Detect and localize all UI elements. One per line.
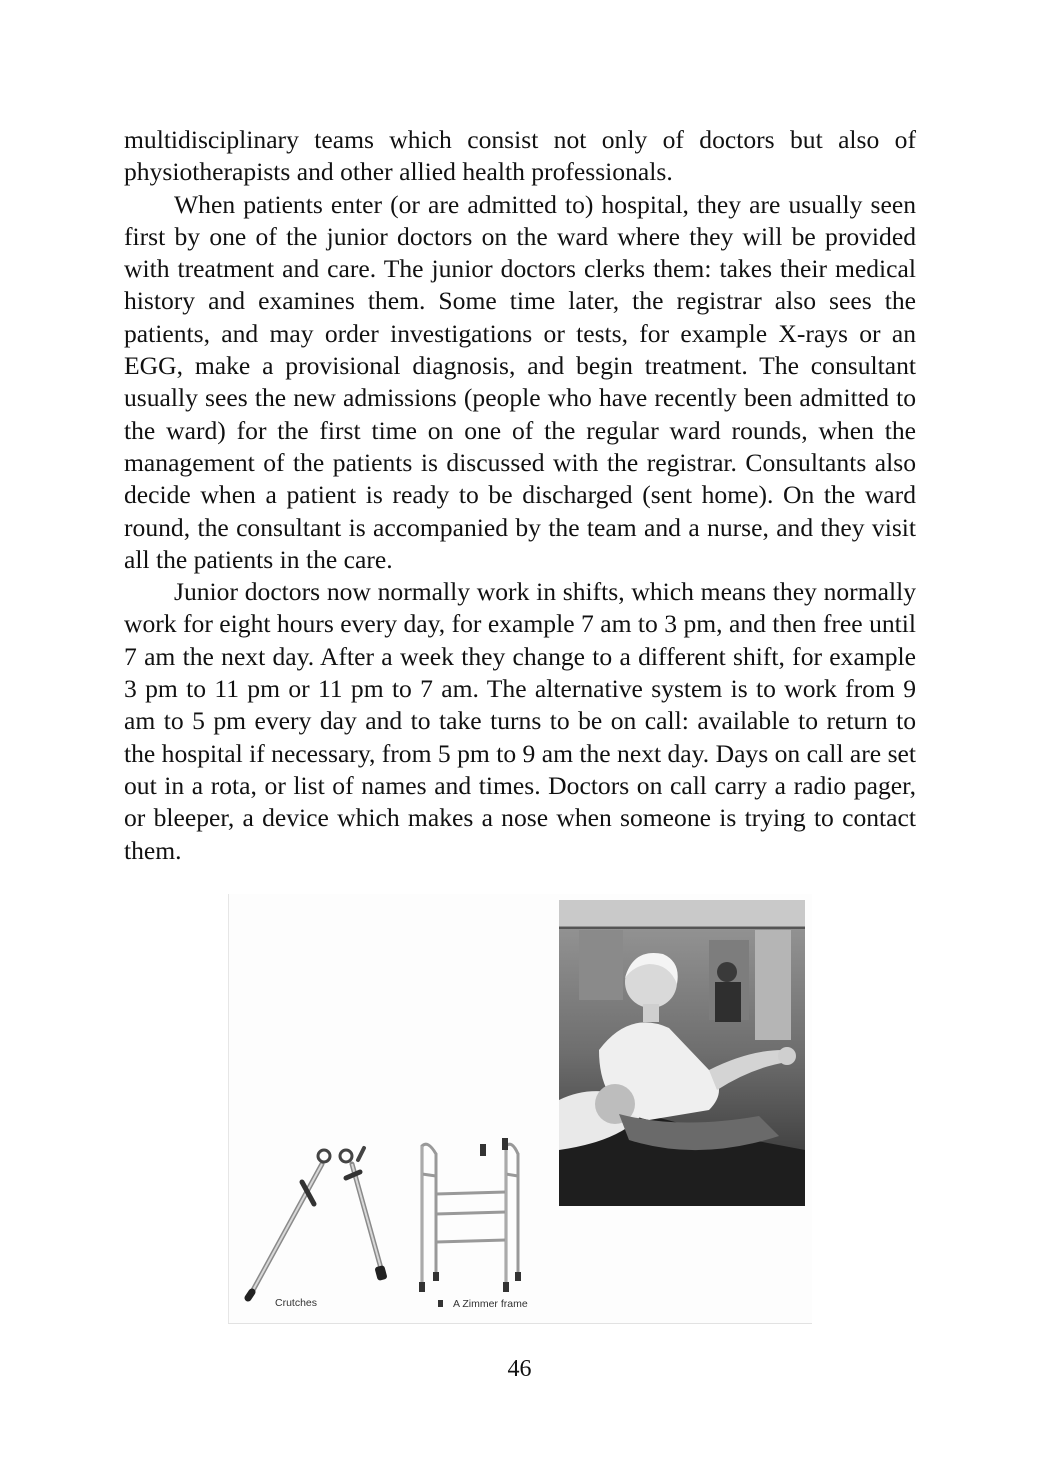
zimmer-frame-illustration	[414, 1134, 534, 1314]
illustration-figure	[228, 894, 812, 1324]
crutches-caption: Crutches	[275, 1297, 318, 1309]
crutches-illustration	[242, 1142, 392, 1314]
page-number: 46	[507, 1356, 532, 1382]
body-text	[124, 124, 916, 867]
bullet-marker	[438, 1300, 443, 1307]
zimmer-frame-caption: A Zimmer frame	[453, 1298, 528, 1310]
paragraph-3: Junior doctors now normally work in shifts, which means they normally work for eight hours every day, for example 7 am to 3 pm, and then free until 7 am the next day. After a week they change to a different shift, for example 3 pm to 11 pm or 11 pm to 7 am. The alternative system is to work from 9 am to 5 pm every day and to take turns to be on call: available to return to the hospital if necessary, from 5 pm to 9 am the next day. Days on call are set out in a rota, or list of names and times. Doctors on call carry a radio pager, or bleeper, a device which makes a nose when someone is trying to contact them.	[124, 577, 916, 865]
physiotherapy-photo	[559, 900, 805, 1206]
paragraph-2: When patients enter (or are admitted to) hospital, they are usually seen first by one of the junior doctors on the ward where they will be provided with treatment and care. The junior doctors clerks them: takes their medical history and examines them. Some time later, the registrar also sees the patients, and may order investigations or tests, for example X-rays or an EGG, make a provisional diagnosis, and begin treatment. The consultant usually sees the new admissions (people who have recently been admitted to the ward) for the first time on one of the regular ward rounds, when the management of the patients is discussed with the registrar. Consultants also decide when a patient is ready to be discharged (sent home). On the ward round, the consultant is accompanied by the team and a nurse, and they visit all the patients in the care.	[124, 189, 916, 574]
paragraph-1: multidisciplinary teams which consist not only of doctors but also of physiotherapists and other allied health professionals.	[124, 125, 916, 187]
